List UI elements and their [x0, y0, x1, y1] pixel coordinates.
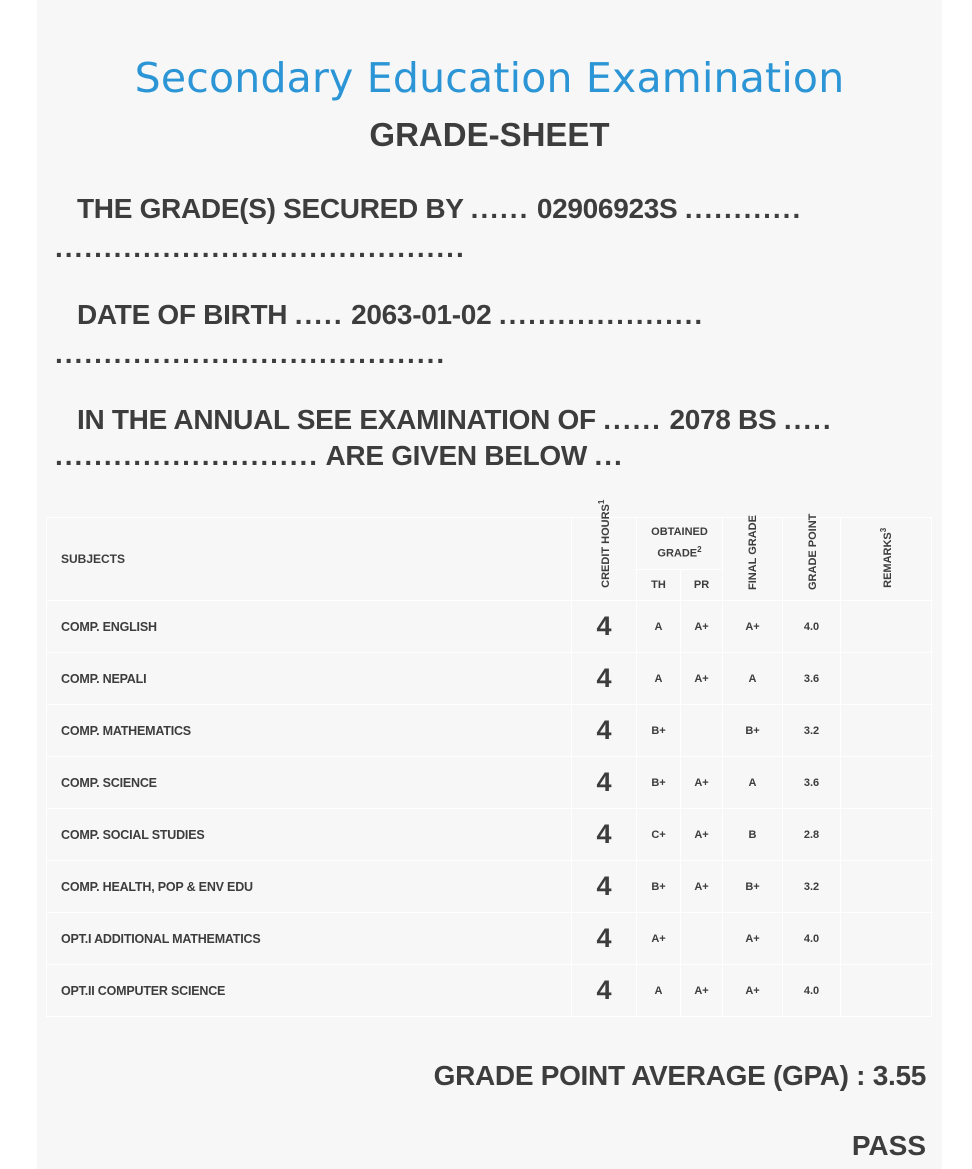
subject-cell: COMP. NEPALI — [47, 653, 572, 705]
th-grade-cell: B+ — [637, 705, 681, 757]
remarks-sup: 3 — [879, 528, 889, 533]
secured-by-line — [77, 193, 802, 225]
exam-year: 2078 BS — [669, 404, 777, 435]
subject-cell: COMP. SCIENCE — [47, 757, 572, 809]
dots: .......................................... — [55, 232, 466, 263]
grade-point-label: GRADE POINT — [807, 513, 819, 590]
dots: ..... — [783, 404, 833, 435]
th-grade-cell: C+ — [637, 809, 681, 861]
header-grade-point — [783, 513, 841, 601]
grades-table — [46, 499, 932, 1017]
table-row — [47, 913, 932, 965]
th-grade-cell: B+ — [637, 861, 681, 913]
subject-cell: COMP. ENGLISH — [47, 601, 572, 653]
remarks-cell — [841, 757, 932, 809]
th-grade-cell: A+ — [637, 913, 681, 965]
pr-grade-cell: A+ — [681, 601, 723, 653]
header-obtained-grade — [637, 518, 723, 570]
subject-cell: OPT.I ADDITIONAL MATHEMATICS — [47, 913, 572, 965]
final-grade-cell: A — [723, 757, 783, 809]
th-grade-cell: B+ — [637, 757, 681, 809]
given-below-label: ARE GIVEN BELOW — [325, 440, 588, 471]
credit-hours-cell: 4 — [572, 913, 637, 965]
subject-cell: COMP. HEALTH, POP & ENV EDU — [47, 861, 572, 913]
header-subjects: SUBJECTS — [47, 518, 572, 601]
table-row — [47, 965, 932, 1017]
dots-line — [55, 338, 446, 370]
credit-hours-cell: 4 — [572, 965, 637, 1017]
given-below-line — [55, 440, 624, 472]
pr-grade-cell — [681, 913, 723, 965]
exam-label: IN THE ANNUAL SEE EXAMINATION OF — [77, 404, 596, 435]
credit-sup: 1 — [597, 499, 607, 505]
pr-grade-cell — [681, 705, 723, 757]
dots: ...... — [470, 193, 530, 224]
credit-hours-cell: 4 — [572, 653, 637, 705]
dots: ..... — [294, 299, 344, 330]
dots: ........................... — [55, 440, 320, 471]
symbol-number: 02906923S — [536, 193, 678, 224]
header-th: TH — [637, 570, 681, 601]
table-row — [47, 861, 932, 913]
grade-point-cell: 4.0 — [783, 965, 841, 1017]
header-final-grade — [723, 515, 783, 601]
pr-grade-cell: A+ — [681, 653, 723, 705]
header-remarks — [841, 518, 932, 601]
credit-hours-cell: 4 — [572, 757, 637, 809]
remarks-cell — [841, 653, 932, 705]
dob-label: DATE OF BIRTH — [77, 299, 288, 330]
grade-point-cell: 4.0 — [783, 913, 841, 965]
subject-cell: COMP. SOCIAL STUDIES — [47, 809, 572, 861]
grade-point-cell: 3.2 — [783, 861, 841, 913]
final-grade-cell: A+ — [723, 913, 783, 965]
th-grade-cell: A — [637, 965, 681, 1017]
dots: ... — [594, 440, 624, 471]
dots: ........................................ — [55, 338, 447, 369]
header-pr: PR — [681, 570, 723, 601]
remarks-cell — [841, 705, 932, 757]
result-status: PASS — [851, 1130, 926, 1161]
grade-point-cell: 3.6 — [783, 757, 841, 809]
obtained-sup: 2 — [697, 545, 702, 555]
page-subtitle: GRADE-SHEET — [369, 116, 610, 153]
subject-cell: OPT.II COMPUTER SCIENCE — [47, 965, 572, 1017]
remarks-cell — [841, 965, 932, 1017]
subject-cell: COMP. MATHEMATICS — [47, 705, 572, 757]
final-grade-label: FINAL GRADE — [747, 515, 759, 590]
table-row — [47, 757, 932, 809]
table-row — [47, 653, 932, 705]
final-grade-cell: B+ — [723, 861, 783, 913]
gpa-summary — [434, 1060, 926, 1092]
gpa-value: 3.55 — [872, 1060, 926, 1091]
page-title: Secondary Education Examination — [134, 54, 845, 102]
th-grade-cell: A — [637, 653, 681, 705]
credit-hours-cell: 4 — [572, 601, 637, 653]
grade-point-cell: 2.8 — [783, 809, 841, 861]
secured-by-label: THE GRADE(S) SECURED BY — [77, 193, 464, 224]
pr-grade-cell: A+ — [681, 809, 723, 861]
header-credit-hours — [572, 499, 637, 601]
obtained-grade-label: OBTAINED GRADE — [651, 526, 708, 560]
credit-hours-cell: 4 — [572, 861, 637, 913]
grade-point-cell: 3.2 — [783, 705, 841, 757]
credit-hours-label: CREDIT HOURS — [599, 504, 612, 589]
grade-sheet — [37, 0, 942, 1169]
credit-hours-cell: 4 — [572, 705, 637, 757]
remarks-cell — [841, 809, 932, 861]
table-row — [47, 601, 932, 653]
final-grade-cell: A+ — [723, 601, 783, 653]
final-grade-cell: B+ — [723, 705, 783, 757]
credit-hours-cell: 4 — [572, 809, 637, 861]
final-grade-cell: A+ — [723, 965, 783, 1017]
remarks-label: REMARKS — [881, 532, 894, 589]
remarks-cell — [841, 861, 932, 913]
dob-line — [77, 299, 704, 331]
dots: ..................... — [498, 299, 705, 330]
pr-grade-cell: A+ — [681, 757, 723, 809]
exam-line — [77, 404, 833, 436]
date-of-birth: 2063-01-02 — [351, 299, 492, 330]
grade-point-cell: 3.6 — [783, 653, 841, 705]
table-row — [47, 809, 932, 861]
pr-grade-cell: A+ — [681, 861, 723, 913]
remarks-cell — [841, 601, 932, 653]
grade-point-cell: 4.0 — [783, 601, 841, 653]
pr-grade-cell: A+ — [681, 965, 723, 1017]
remarks-cell — [841, 913, 932, 965]
th-grade-cell: A — [637, 601, 681, 653]
final-grade-cell: A — [723, 653, 783, 705]
final-grade-cell: B — [723, 809, 783, 861]
dots-line — [55, 232, 466, 264]
table-row — [47, 705, 932, 757]
dots: ............ — [684, 193, 803, 224]
gpa-label: GRADE POINT AVERAGE (GPA) : — [433, 1060, 866, 1091]
dots: ...... — [603, 404, 662, 435]
